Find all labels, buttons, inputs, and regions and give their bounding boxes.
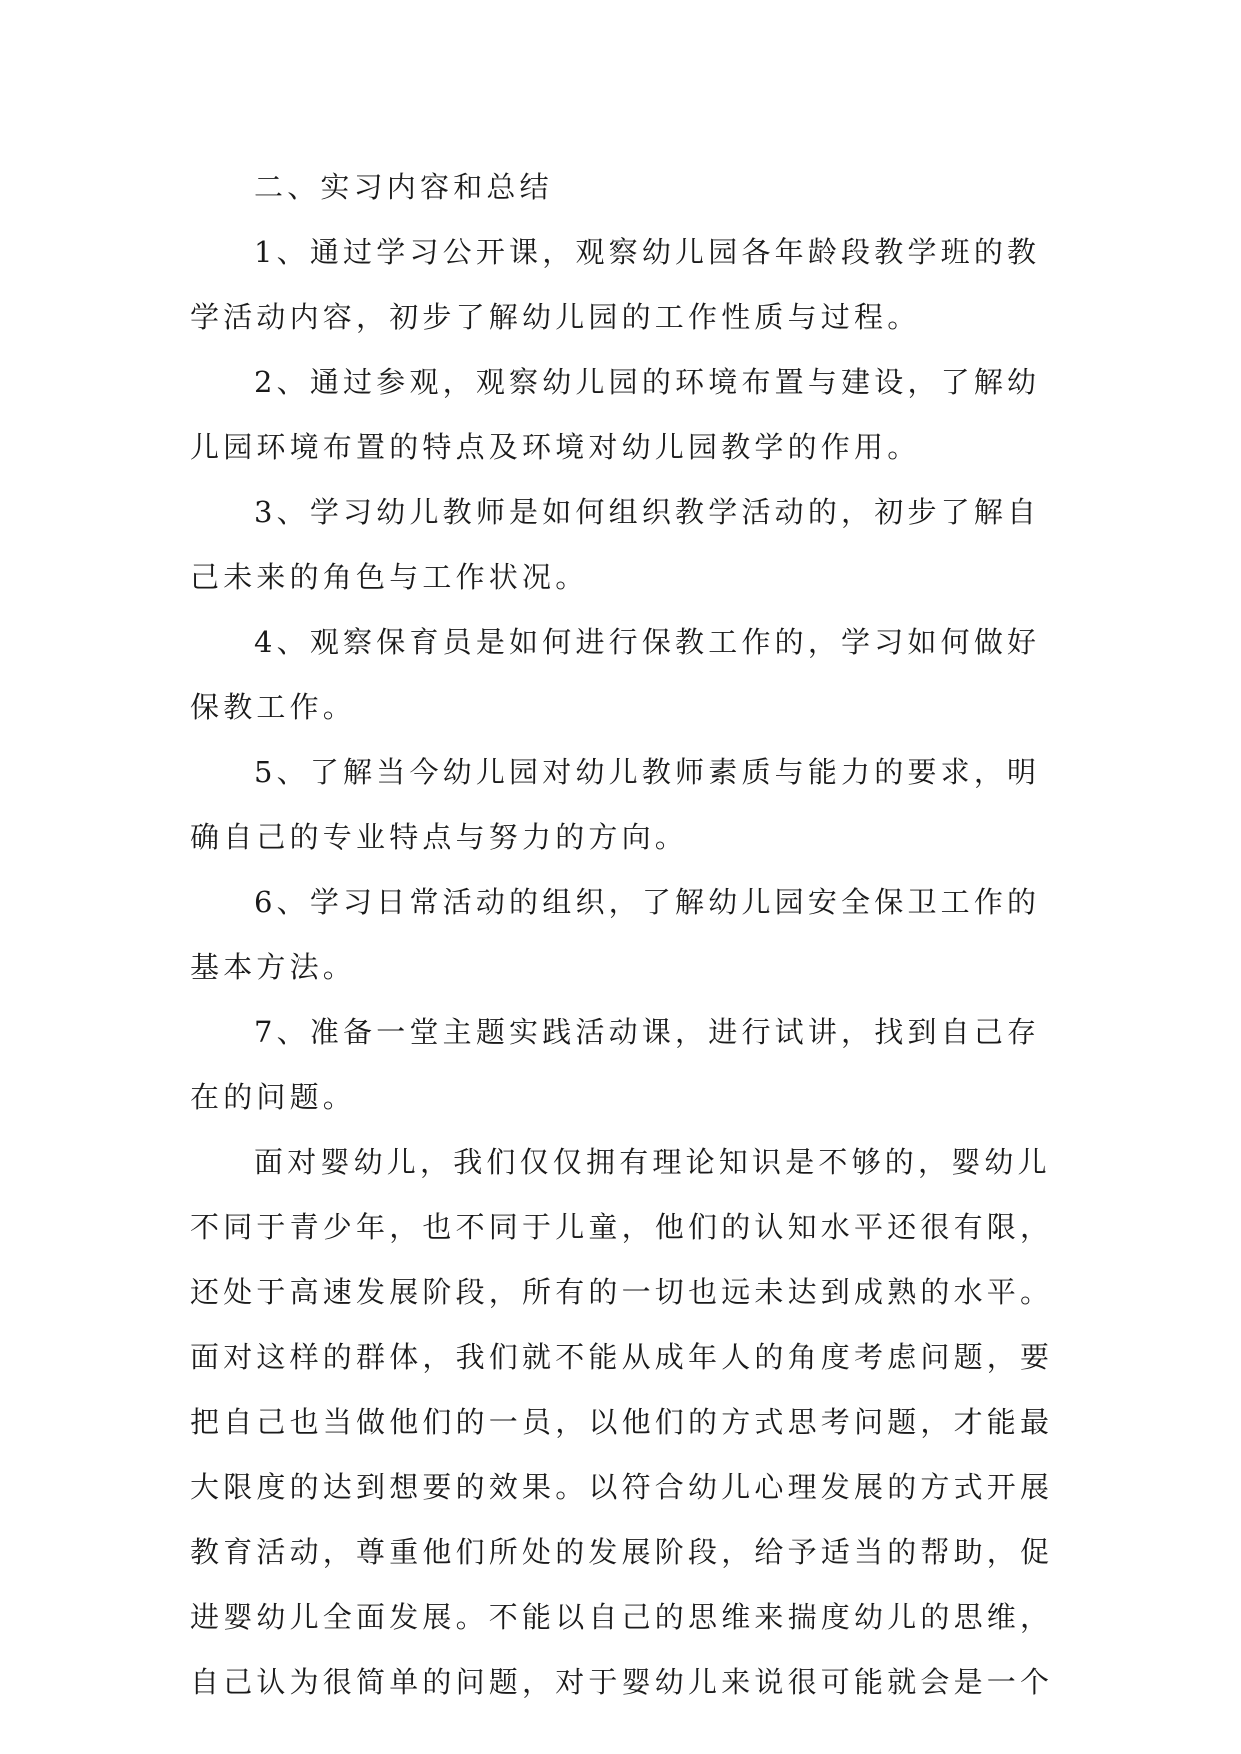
text-line: 进婴幼儿全面发展。不能以自己的思维来揣度幼儿的思维， bbox=[190, 1600, 1054, 1634]
text-line: 教育活动，尊重他们所处的发展阶段，给予适当的帮助，促 bbox=[190, 1535, 1054, 1569]
text-line: 儿园环境布置的特点及环境对幼儿园教学的作用。 bbox=[190, 430, 921, 464]
text-line: 在的问题。 bbox=[190, 1080, 357, 1114]
text-line: 6、学习日常活动的组织，了解幼儿园安全保卫工作的 bbox=[254, 885, 1041, 919]
text-line: 2、通过参观，观察幼儿园的环境布置与建设，了解幼 bbox=[254, 365, 1041, 399]
text-line: 基本方法。 bbox=[190, 950, 357, 984]
text-line: 己未来的角色与工作状况。 bbox=[190, 560, 589, 594]
text-line: 面对婴幼儿，我们仅仅拥有理论知识是不够的，婴幼儿 bbox=[254, 1145, 1051, 1179]
document-body bbox=[190, 155, 1054, 1715]
text-line: 4、观察保育员是如何进行保教工作的，学习如何做好 bbox=[254, 625, 1041, 659]
text-line: 自己认为很简单的问题，对于婴幼儿来说很可能就会是一个 bbox=[190, 1665, 1054, 1699]
text-line: 不同于青少年，也不同于儿童，他们的认知水平还很有限， bbox=[190, 1210, 1054, 1244]
section-heading: 二、实习内容和总结 bbox=[254, 170, 553, 204]
text-line: 5、了解当今幼儿园对幼儿教师素质与能力的要求，明 bbox=[254, 755, 1041, 789]
text-line: 保教工作。 bbox=[190, 690, 357, 724]
text-line: 7、准备一堂主题实践活动课，进行试讲，找到自己存 bbox=[254, 1015, 1041, 1049]
text-line: 大限度的达到想要的效果。以符合幼儿心理发展的方式开展 bbox=[190, 1470, 1054, 1504]
text-line: 面对这样的群体，我们就不能从成年人的角度考虑问题，要 bbox=[190, 1340, 1054, 1374]
text-line: 学活动内容，初步了解幼儿园的工作性质与过程。 bbox=[190, 300, 921, 334]
text-line: 还处于高速发展阶段，所有的一切也远未达到成熟的水平。 bbox=[190, 1275, 1054, 1309]
text-line: 把自己也当做他们的一员，以他们的方式思考问题，才能最 bbox=[190, 1405, 1054, 1439]
text-line: 3、学习幼儿教师是如何组织教学活动的，初步了解自 bbox=[254, 495, 1041, 529]
text-line: 1、通过学习公开课，观察幼儿园各年龄段教学班的教 bbox=[254, 235, 1041, 269]
text-line: 确自己的专业特点与努力的方向。 bbox=[190, 820, 689, 854]
